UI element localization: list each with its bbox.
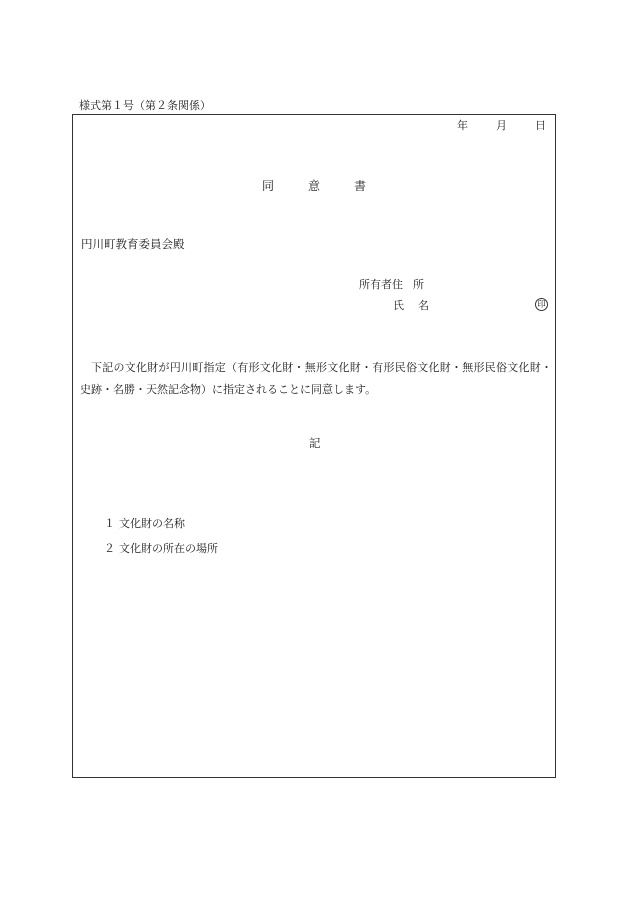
list-item-label: 文化財の名称	[119, 517, 185, 530]
list-item-label: 文化財の所在の場所	[119, 542, 218, 555]
owner-address-label-tail: 所	[413, 278, 424, 291]
owner-address-label-main: 所有者住	[359, 278, 403, 291]
owner-name-label	[393, 300, 429, 311]
title-char-1: 同	[262, 179, 275, 193]
date-day-label: 日	[535, 119, 546, 132]
consent-body-text: 下記の文化財が円川町指定（有形文化財・無形文化財・有形民俗文化財・無形民俗文化財・史跡・名勝・天然記念物）に指定されることに同意します。	[80, 361, 552, 396]
list-item	[104, 543, 218, 554]
owner-name-label-tail: 名	[418, 299, 429, 312]
date-month-label: 月	[496, 119, 507, 132]
date-row	[457, 120, 546, 131]
owner-name-label-main: 氏	[393, 299, 404, 312]
document-title	[262, 180, 366, 192]
date-year-label: 年	[457, 119, 468, 132]
title-char-3: 書	[354, 179, 367, 193]
list-item-number: ２	[104, 542, 115, 555]
seal-mark: 印	[535, 298, 548, 311]
title-char-2: 意	[308, 179, 321, 193]
list-item	[104, 518, 185, 529]
ki-heading: 記	[309, 436, 321, 450]
addressee: 円川町教育委員会殿	[81, 237, 185, 251]
list-item-number: １	[104, 517, 115, 530]
form-number: 様式第１号（第２条関係）	[79, 99, 211, 112]
owner-address-label	[359, 279, 424, 290]
